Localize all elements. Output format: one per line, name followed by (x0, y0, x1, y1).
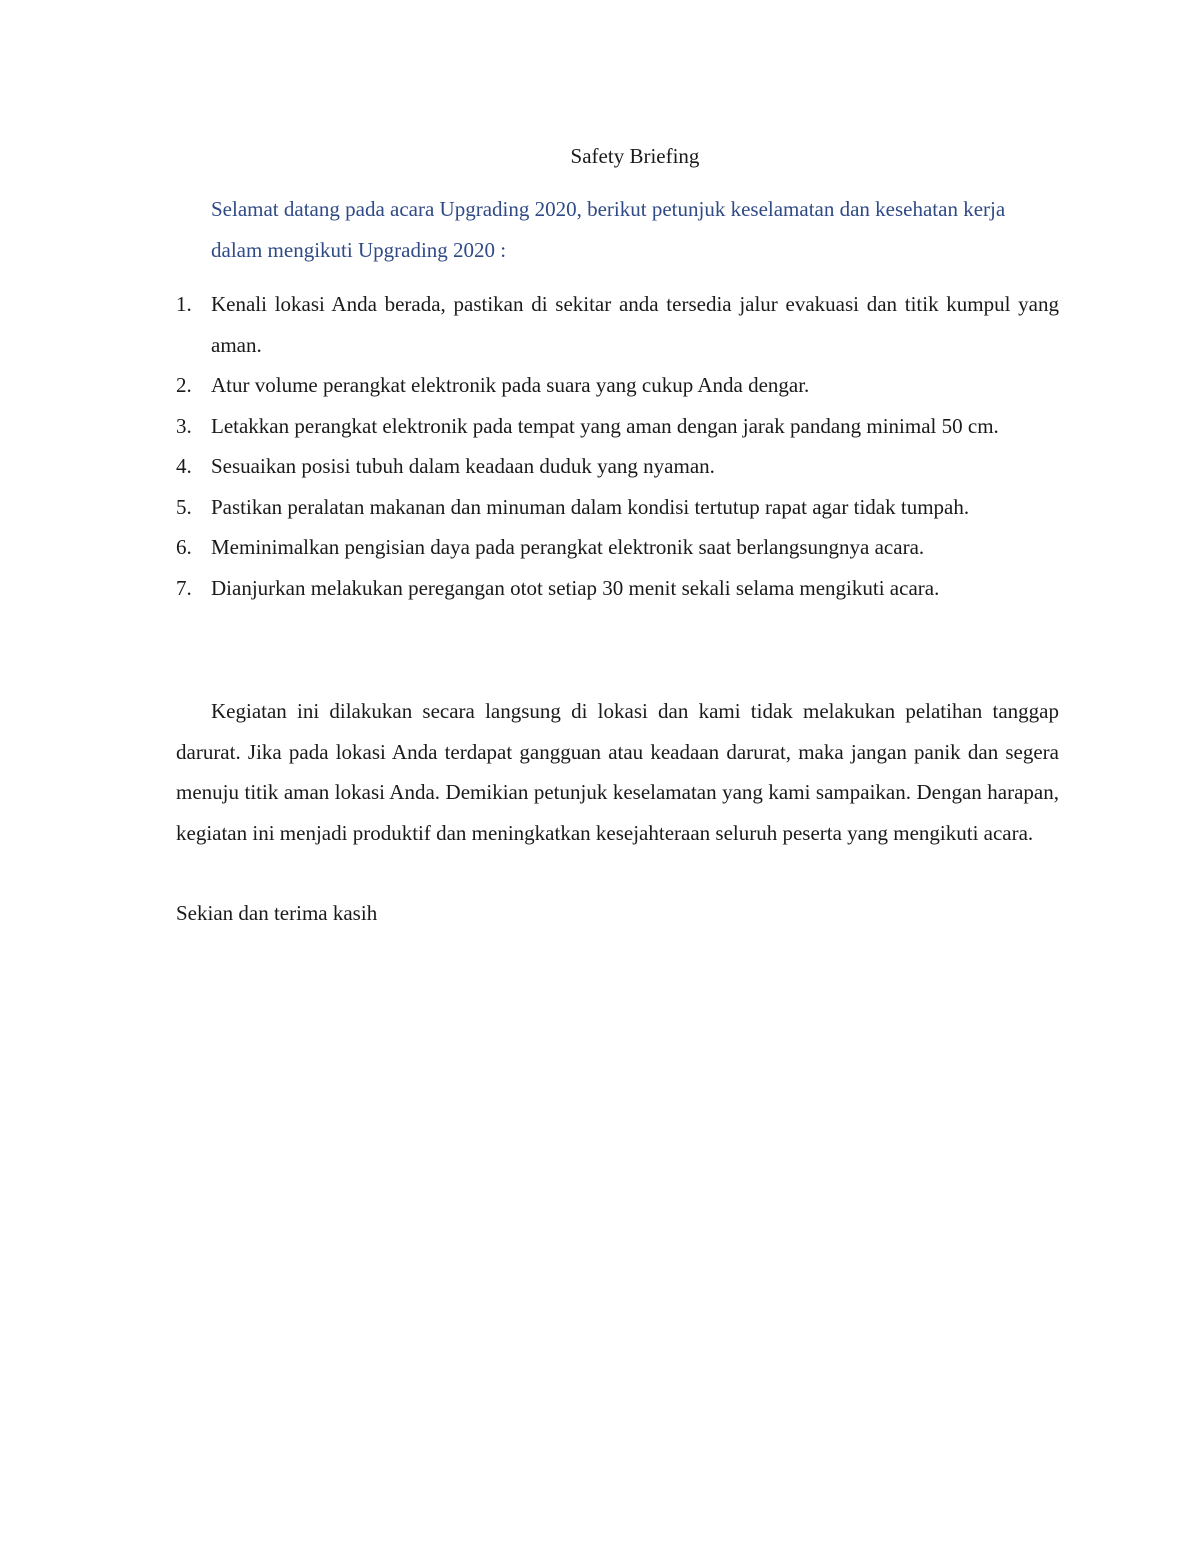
list-item (0, 487, 1059, 528)
document-title: Safety Briefing (570, 144, 700, 168)
list-item-number: 2. (176, 373, 192, 397)
list-item-text: Pastikan peralatan makanan dan minuman dalam kondisi tertutup rapat agar tidak tumpah. (211, 494, 970, 519)
list-item-number: 4. (176, 454, 192, 478)
signoff-text: Sekian dan terima kasih (176, 901, 378, 925)
list-item-text: Meminimalkan pengisian daya pada perangkat elektronik saat berlangsungnya acara. (211, 535, 925, 559)
list-item (0, 527, 1059, 568)
list-item-text: Sesuaikan posisi tubuh dalam keadaan duduk yang nyaman. (211, 454, 715, 478)
list-item (0, 365, 1059, 406)
list-item (0, 406, 1059, 447)
list-item-text: Dianjurkan melakukan peregangan otot setiap 30 menit sekali selama mengikuti acara. (211, 575, 940, 600)
list-item-number: 3. (176, 413, 192, 438)
safety-instructions-list (0, 284, 1200, 608)
closing-paragraph: Kegiatan ini dilakukan secara langsung di lokasi dan kami tidak melakukan pelatihan tanggap darurat. Jika pada lokasi Anda terdapat gangguan atau keadaan darurat, maka jangan panik dan segera menuju titik aman lokasi Anda. Demikian petunjuk keselamatan yang kami sampaikan. Dengan harapan, kegiatan ini menjadi produktif dan meningkatkan kesejahteraan seluruh peserta yang mengikuti acara. (176, 699, 1059, 845)
list-item (0, 446, 1059, 487)
intro-paragraph: Selamat datang pada acara Upgrading 2020, berikut petunjuk keselamatan dan kesehatan kerja dalam mengikuti Upgrading 2020 : (211, 197, 1006, 262)
list-item-text: Kenali lokasi Anda berada, pastikan di sekitar anda tersedia jalur evakuasi dan titik kumpul yang aman. (211, 292, 1059, 357)
list-item (0, 568, 1059, 609)
list-item-number: 5. (176, 494, 192, 519)
list-item-text: Letakkan perangkat elektronik pada tempat yang aman dengan jarak pandang minimal 50 cm. (211, 413, 999, 438)
list-item (0, 284, 1059, 365)
list-item-number: 1. (176, 292, 192, 316)
list-item-number: 6. (176, 535, 192, 559)
list-item-number: 7. (176, 575, 192, 600)
list-item-text: Atur volume perangkat elektronik pada suara yang cukup Anda dengar. (211, 373, 810, 397)
